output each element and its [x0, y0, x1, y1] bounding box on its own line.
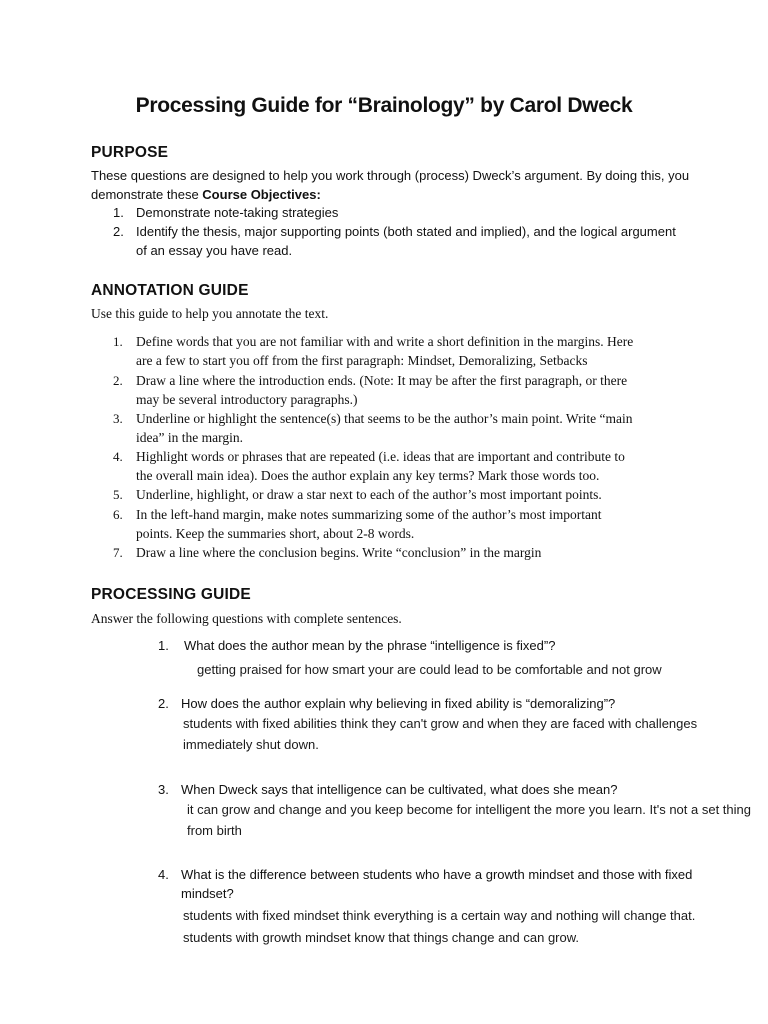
purpose-intro-line1: These questions are designed to help you work through (process) Dweck’s argument. By doing this, you	[91, 168, 690, 183]
annotation-item-number: 6.	[113, 507, 123, 522]
purpose-heading: PURPOSE	[91, 144, 169, 161]
annotation-item-text-cont: may be several introductory paragraphs.)	[136, 392, 358, 407]
question-text: What does the author mean by the phrase “intelligence is fixed”?	[184, 638, 556, 653]
question-text: When Dweck says that intelligence can be cultivated, what does she mean?	[181, 782, 618, 797]
annotation-item-text-cont: points. Keep the summaries short, about 2-8 words.	[136, 526, 415, 541]
purpose-item-number: 2.	[113, 224, 124, 239]
annotation-item-number: 3.	[113, 411, 123, 426]
processing-intro: Answer the following questions with complete sentences.	[91, 611, 402, 626]
annotation-item-text: Underline, highlight, or draw a star next to each of the author’s most important points.	[136, 487, 602, 502]
annotation-item-number: 4.	[113, 449, 123, 464]
question-number: 3.	[158, 782, 169, 797]
question-number: 1.	[158, 638, 169, 653]
annotation-item-text: Define words that you are not familiar with and write a short definition in the margins. Here	[136, 334, 634, 349]
annotation-item-number: 7.	[113, 545, 123, 560]
answer-text: it can grow and change and you keep become for intelligent the more you learn. It's not a set thing	[187, 802, 751, 817]
document-title: Processing Guide for “Brainology” by Carol Dweck	[135, 94, 633, 117]
annotation-item-text: Draw a line where the introduction ends. (Note: It may be after the first paragraph, or there	[136, 373, 628, 388]
annotation-intro: Use this guide to help you annotate the text.	[91, 306, 329, 321]
purpose-intro-prefix: demonstrate these	[91, 187, 203, 202]
purpose-item-text: Identify the thesis, major supporting points (both stated and implied), and the logical argument	[136, 224, 676, 239]
question-text: How does the author explain why believing in fixed ability is “demoralizing”?	[181, 696, 616, 711]
annotation-item-text: In the left-hand margin, make notes summarizing some of the author’s most important	[136, 507, 602, 522]
answer-text: students with fixed mindset think everything is a certain way and nothing will change that.	[183, 908, 696, 923]
purpose-item-number: 1.	[113, 205, 124, 220]
answer-text: students with fixed abilities think they can't grow and when they are faced with challenges	[183, 716, 698, 731]
purpose-item-text: Demonstrate note-taking strategies	[136, 205, 339, 220]
annotation-item-text: Underline or highlight the sentence(s) that seems to be the author’s main point. Write “main	[136, 411, 633, 426]
question-number: 2.	[158, 696, 169, 711]
question-text: What is the difference between students who have a growth mindset and those with fixed	[181, 867, 693, 882]
annotation-item-text-cont: idea” in the margin.	[136, 430, 243, 445]
annotation-item-text-cont: are a few to start you off from the first paragraph: Mindset, Demoralizing, Setbacks	[136, 353, 588, 368]
annotation-item-number: 2.	[113, 373, 123, 388]
answer-text: getting praised for how smart your are could lead to be comfortable and not grow	[197, 662, 662, 677]
annotation-item-number: 1.	[113, 334, 123, 349]
annotation-item-text-cont: the overall main idea). Does the author explain any key terms? Mark those words too.	[136, 468, 600, 483]
annotation-item-text: Highlight words or phrases that are repeated (i.e. ideas that are important and contribute to	[136, 449, 625, 464]
answer-text-cont: immediately shut down.	[183, 737, 319, 752]
purpose-intro-line2	[91, 187, 321, 202]
question-text-cont: mindset?	[181, 886, 234, 901]
question-number: 4.	[158, 867, 169, 882]
purpose-item-text-cont: of an essay you have read.	[136, 243, 293, 258]
course-objectives-label: Course Objectives:	[202, 187, 321, 202]
annotation-item-number: 5.	[113, 487, 123, 502]
answer-text-cont: students with growth mindset know that things change and can grow.	[183, 930, 580, 945]
annotation-heading: ANNOTATION GUIDE	[91, 282, 249, 299]
processing-heading: PROCESSING GUIDE	[91, 586, 251, 603]
answer-text-cont: from birth	[187, 823, 242, 838]
annotation-item-text: Draw a line where the conclusion begins. Write “conclusion” in the margin	[136, 545, 542, 560]
